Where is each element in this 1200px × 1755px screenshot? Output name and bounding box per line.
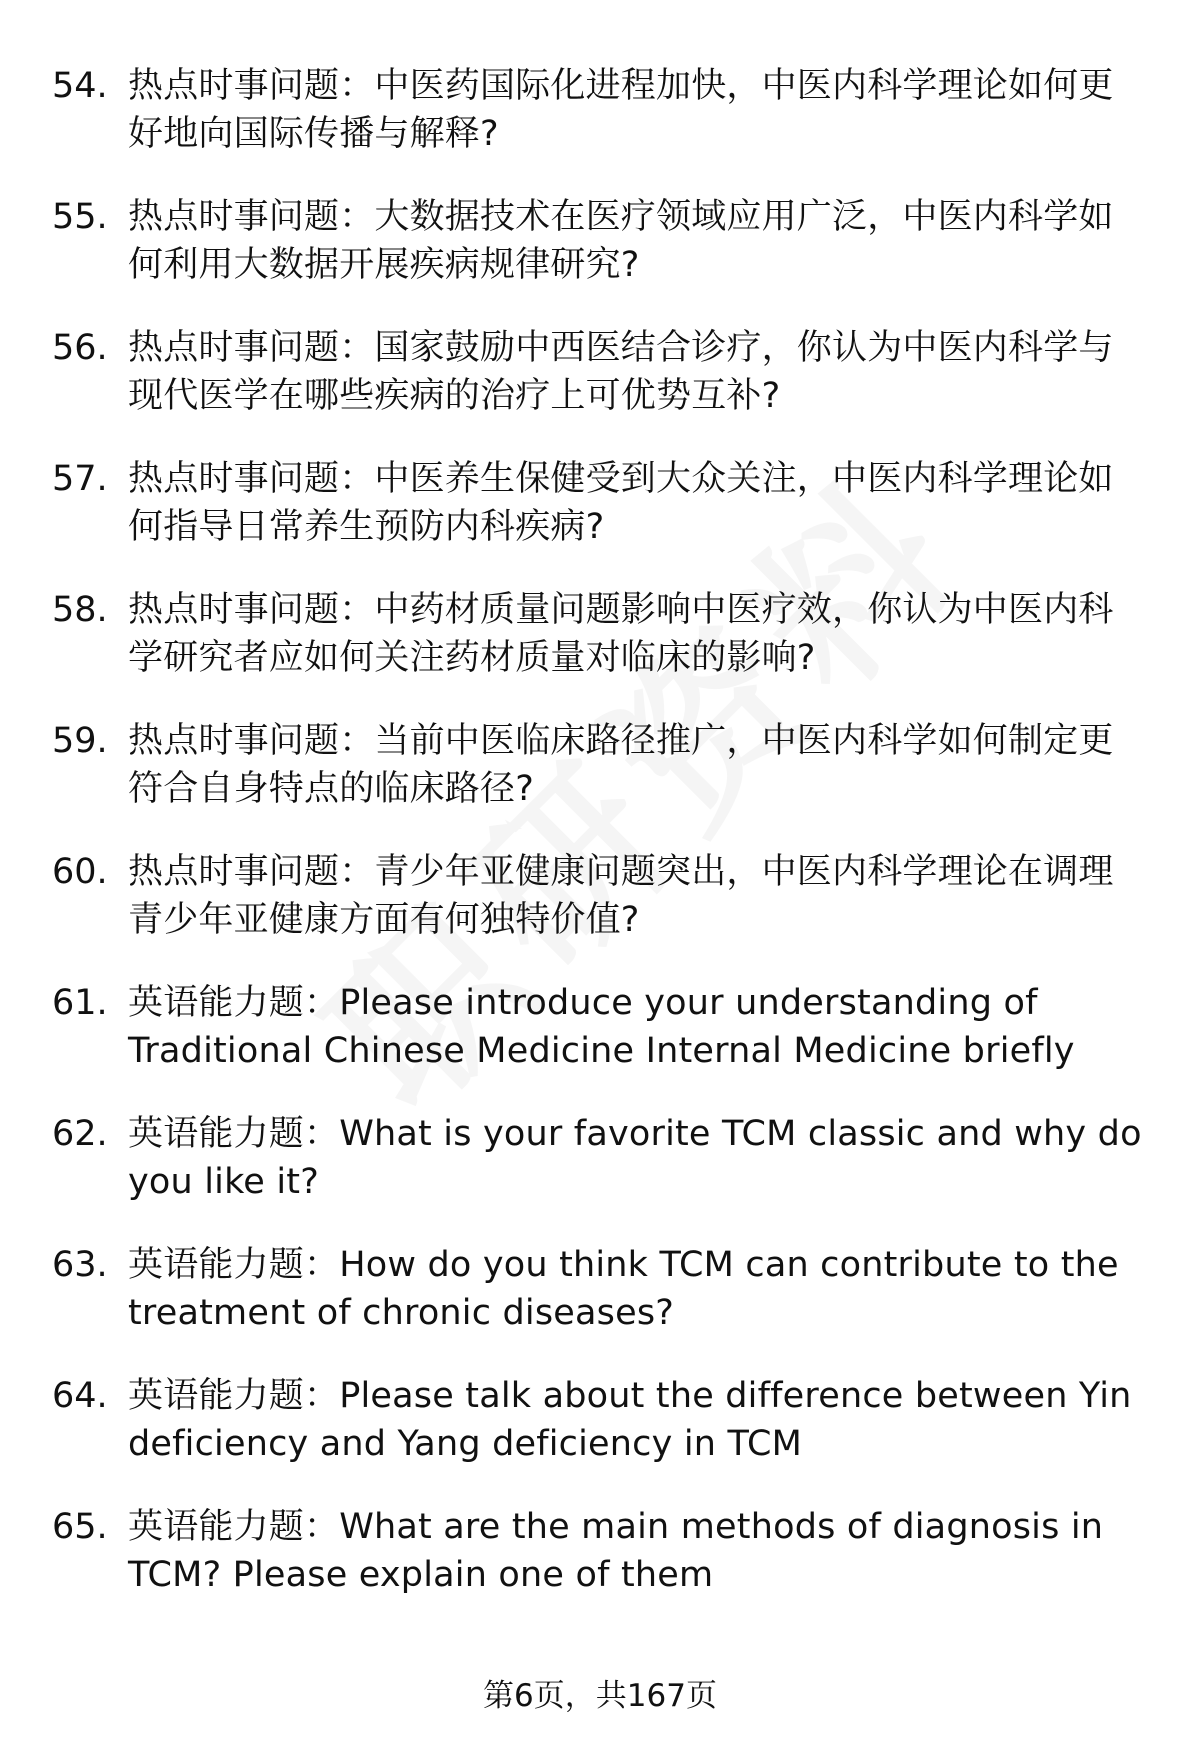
question-text: 热点时事问题：中药材质量问题影响中医疗效，你认为中医内科学研究者应如何关注药材质量对临床的影响? [128,590,1114,678]
question-item-57 [52,455,1152,551]
question-text: 热点时事问题：大数据技术在医疗领域应用广泛，中医内科学如何利用大数据开展疾病规律研究? [128,197,1114,285]
question-item-64 [52,1372,1152,1468]
question-number: 57. [52,459,108,499]
question-number: 60. [52,852,108,892]
question-item-63 [52,1241,1152,1337]
question-item-58 [52,586,1152,682]
question-text: 热点时事问题：中医药国际化进程加快，中医内科学理论如何更好地向国际传播与解释? [128,66,1114,154]
question-item-55 [52,193,1152,289]
question-text: 英语能力题：What is your favorite TCM classic and why do you like it? [128,1114,1142,1202]
question-number: 56. [52,328,108,368]
question-text: 热点时事问题：当前中医临床路径推广，中医内科学如何制定更符合自身特点的临床路径? [128,721,1114,809]
question-item-59 [52,717,1152,813]
question-number: 65. [52,1507,108,1547]
question-item-61 [52,979,1152,1075]
question-number: 58. [52,590,108,630]
question-number: 54. [52,66,108,106]
question-text: 英语能力题：Please introduce your understanding of Traditional Chinese Medicine Internal Medicine briefly [128,983,1075,1071]
question-number: 59. [52,721,108,761]
page-footer: 第6页，共167页 [483,1678,717,1714]
question-number: 63. [52,1245,108,1285]
question-number: 64. [52,1376,108,1416]
question-item-65 [52,1503,1152,1599]
question-text: 英语能力题：What are the main methods of diagnosis in TCM? Please explain one of them [128,1507,1104,1595]
question-number: 61. [52,983,108,1023]
question-item-54 [52,62,1152,158]
question-text: 英语能力题：Please talk about the difference between Yin deficiency and Yang deficiency in TCM [128,1376,1132,1464]
question-text: 热点时事问题：国家鼓励中西医结合诊疗，你认为中医内科学与现代医学在哪些疾病的治疗上可优势互补? [128,328,1114,416]
question-item-60 [52,848,1152,944]
question-text: 热点时事问题：青少年亚健康问题突出，中医内科学理论在调理青少年亚健康方面有何独特价值? [128,852,1114,940]
question-number: 55. [52,197,108,237]
question-number: 62. [52,1114,108,1154]
question-list [52,62,1152,1634]
question-item-56 [52,324,1152,420]
question-item-62 [52,1110,1152,1206]
question-text: 英语能力题：How do you think TCM can contribute to the treatment of chronic diseases? [128,1245,1119,1333]
question-text: 热点时事问题：中医养生保健受到大众关注，中医内科学理论如何指导日常养生预防内科疾病? [128,459,1114,547]
